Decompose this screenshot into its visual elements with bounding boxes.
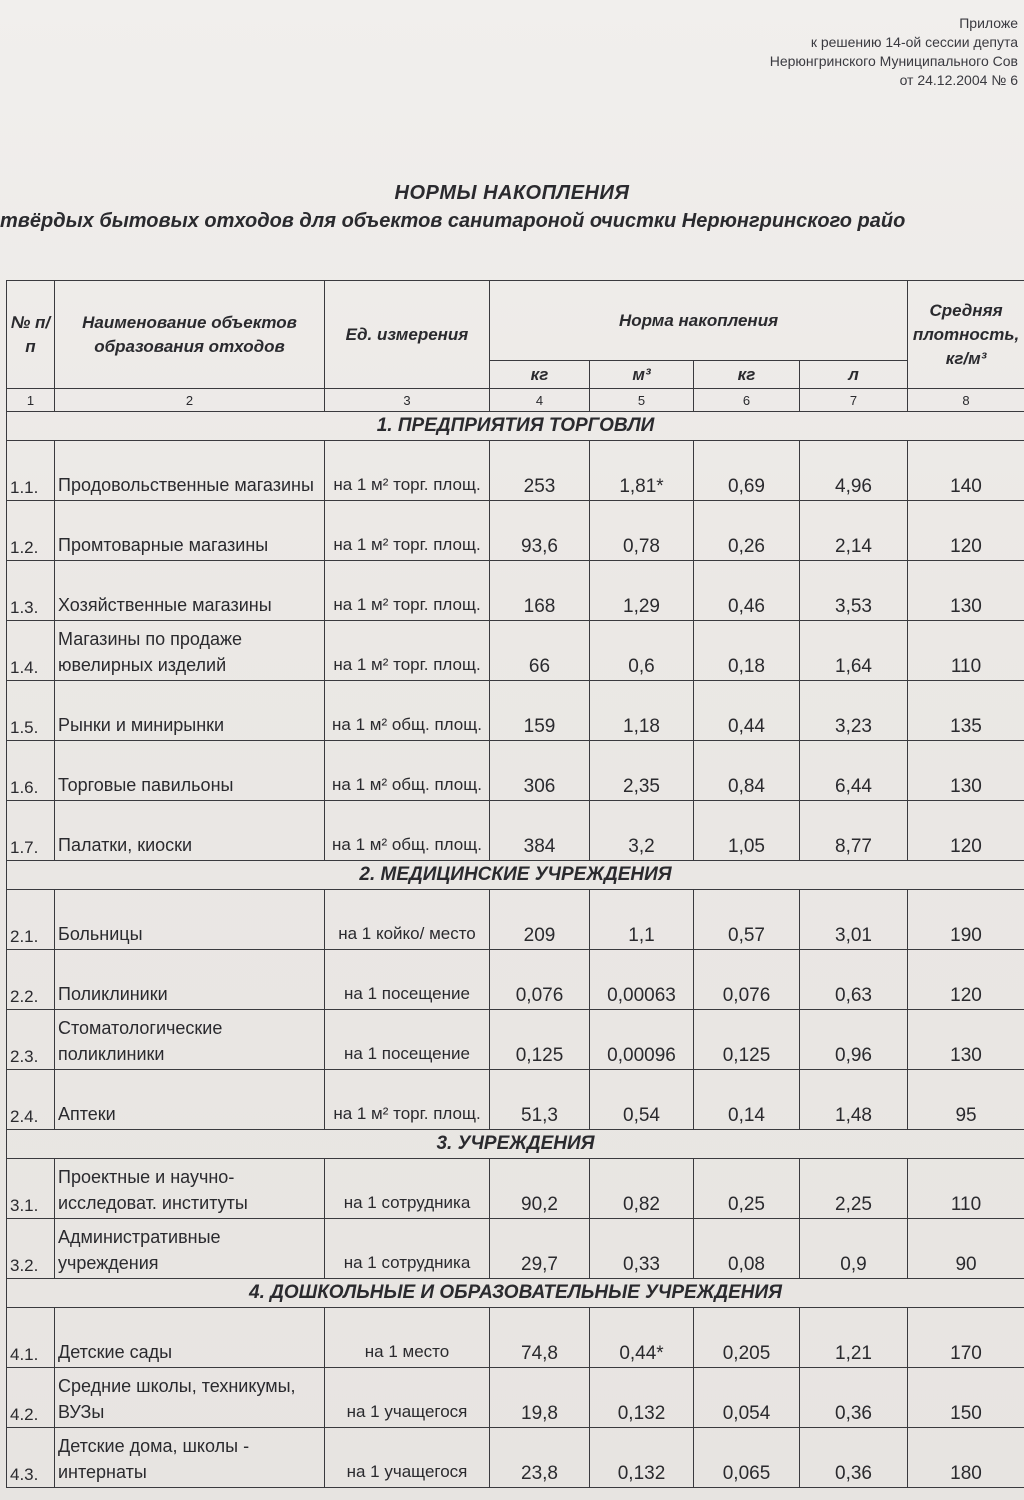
row-index: 4.2. bbox=[7, 1368, 55, 1428]
norm-l-per-day: 1,48 bbox=[800, 1070, 908, 1130]
norm-kg-per-year: 23,8 bbox=[490, 1428, 590, 1488]
norm-l-per-day: 3,53 bbox=[800, 561, 908, 621]
object-name: Хозяйственные магазины bbox=[55, 561, 325, 621]
norm-l-per-day: 3,01 bbox=[800, 890, 908, 950]
norm-kg-per-day: 0,69 bbox=[694, 441, 800, 501]
object-name: Аптеки bbox=[55, 1070, 325, 1130]
average-density: 180 bbox=[908, 1428, 1024, 1488]
norm-m3-per-year: 0,00063 bbox=[590, 950, 694, 1010]
object-name: Торговые павильоны bbox=[55, 741, 325, 801]
norm-l-per-day: 0,96 bbox=[800, 1010, 908, 1070]
col-number: 1 bbox=[7, 389, 55, 412]
table-row bbox=[7, 441, 1024, 501]
document-subtitle: твёрдых бытовых отходов для объектов санитароной очистки Нерюнгринского райо bbox=[0, 210, 906, 232]
norm-kg-per-day: 0,205 bbox=[694, 1308, 800, 1368]
norm-kg-per-day: 0,46 bbox=[694, 561, 800, 621]
table-row bbox=[7, 1010, 1024, 1070]
col-number: 8 bbox=[908, 389, 1024, 412]
norms-table bbox=[6, 280, 1024, 1488]
header-norm: Норма накопления bbox=[490, 281, 908, 361]
norm-kg-per-year: 90,2 bbox=[490, 1159, 590, 1219]
norm-kg-per-year: 384 bbox=[490, 801, 590, 861]
average-density: 90 bbox=[908, 1219, 1024, 1279]
header-name: Наименование объектов образования отходов bbox=[55, 281, 325, 389]
measure-unit: на 1 посещение bbox=[325, 1010, 490, 1070]
norm-m3-per-year: 0,78 bbox=[590, 501, 694, 561]
header-no: № п/п bbox=[7, 281, 55, 389]
measure-unit: на 1 м² торг. площ. bbox=[325, 561, 490, 621]
norm-kg-per-day: 0,84 bbox=[694, 741, 800, 801]
section-row bbox=[7, 1279, 1024, 1308]
norm-kg-per-year: 0,076 bbox=[490, 950, 590, 1010]
norm-l-per-day: 4,96 bbox=[800, 441, 908, 501]
norm-kg-per-day: 0,26 bbox=[694, 501, 800, 561]
row-index: 4.1. bbox=[7, 1308, 55, 1368]
object-name: Магазины по продаже ювелирных изделий bbox=[55, 621, 325, 681]
row-index: 3.1. bbox=[7, 1159, 55, 1219]
norm-kg-per-day: 0,18 bbox=[694, 621, 800, 681]
row-index: 2.1. bbox=[7, 890, 55, 950]
table-row bbox=[7, 890, 1024, 950]
table-row bbox=[7, 501, 1024, 561]
norm-l-per-day: 1,64 bbox=[800, 621, 908, 681]
norm-m3-per-year: 0,00096 bbox=[590, 1010, 694, 1070]
table-row bbox=[7, 950, 1024, 1010]
row-index: 1.5. bbox=[7, 681, 55, 741]
col-number: 7 bbox=[800, 389, 908, 412]
measure-unit: на 1 м² торг. площ. bbox=[325, 1070, 490, 1130]
document-title: НОРМЫ НАКОПЛЕНИЯ bbox=[394, 182, 630, 204]
norm-kg-per-day: 0,054 bbox=[694, 1368, 800, 1428]
measure-unit: на 1 м² общ. площ. bbox=[325, 801, 490, 861]
table-row bbox=[7, 681, 1024, 741]
norm-l-per-day: 2,14 bbox=[800, 501, 908, 561]
header-unit: Ед. измерения bbox=[325, 281, 490, 389]
average-density: 150 bbox=[908, 1368, 1024, 1428]
approval-header bbox=[658, 14, 1018, 90]
object-name: Стоматологические поликлиники bbox=[55, 1010, 325, 1070]
average-density: 130 bbox=[908, 1010, 1024, 1070]
section-title: 4. ДОШКОЛЬНЫЕ И ОБРАЗОВАТЕЛЬНЫЕ УЧРЕЖДЕНИЯ bbox=[7, 1279, 1024, 1308]
measure-unit: на 1 м² торг. площ. bbox=[325, 621, 490, 681]
measure-unit: на 1 сотрудника bbox=[325, 1219, 490, 1279]
norm-l-per-day: 0,63 bbox=[800, 950, 908, 1010]
measure-unit: на 1 учащегося bbox=[325, 1368, 490, 1428]
section-title: 1. ПРЕДПРИЯТИЯ ТОРГОВЛИ bbox=[7, 412, 1024, 441]
norm-m3-per-year: 1,81* bbox=[590, 441, 694, 501]
average-density: 110 bbox=[908, 1159, 1024, 1219]
col-number: 4 bbox=[490, 389, 590, 412]
norm-m3-per-year: 0,33 bbox=[590, 1219, 694, 1279]
header-density: Средняя плотность, кг/м³ bbox=[908, 281, 1024, 389]
table-row bbox=[7, 1219, 1024, 1279]
norm-kg-per-year: 209 bbox=[490, 890, 590, 950]
measure-unit: на 1 сотрудника bbox=[325, 1159, 490, 1219]
average-density: 120 bbox=[908, 501, 1024, 561]
norm-m3-per-year: 0,82 bbox=[590, 1159, 694, 1219]
norm-m3-per-year: 0,44* bbox=[590, 1308, 694, 1368]
row-index: 1.3. bbox=[7, 561, 55, 621]
norm-kg-per-day: 0,57 bbox=[694, 890, 800, 950]
row-index: 1.4. bbox=[7, 621, 55, 681]
measure-unit: на 1 м² торг. площ. bbox=[325, 441, 490, 501]
approval-line-1: Приложе bbox=[959, 15, 1018, 31]
norm-m3-per-year: 1,18 bbox=[590, 681, 694, 741]
norm-m3-per-year: 0,132 bbox=[590, 1368, 694, 1428]
norms-table-body bbox=[7, 412, 1024, 1488]
table-row bbox=[7, 1368, 1024, 1428]
norm-m3-per-year: 3,2 bbox=[590, 801, 694, 861]
norm-l-per-day: 3,23 bbox=[800, 681, 908, 741]
object-name: Поликлиники bbox=[55, 950, 325, 1010]
norm-m3-per-year: 1,29 bbox=[590, 561, 694, 621]
col-number: 2 bbox=[55, 389, 325, 412]
norm-kg-per-day: 0,08 bbox=[694, 1219, 800, 1279]
table-row bbox=[7, 741, 1024, 801]
norm-kg-per-year: 306 bbox=[490, 741, 590, 801]
measure-unit: на 1 койко/ место bbox=[325, 890, 490, 950]
object-name: Административные учреждения bbox=[55, 1219, 325, 1279]
average-density: 120 bbox=[908, 801, 1024, 861]
col-number: 3 bbox=[325, 389, 490, 412]
row-index: 2.3. bbox=[7, 1010, 55, 1070]
norm-l-per-day: 8,77 bbox=[800, 801, 908, 861]
header-sub-l: л bbox=[800, 361, 908, 389]
object-name: Детские дома, школы - интернаты bbox=[55, 1428, 325, 1488]
average-density: 110 bbox=[908, 621, 1024, 681]
norm-kg-per-year: 253 bbox=[490, 441, 590, 501]
measure-unit: на 1 место bbox=[325, 1308, 490, 1368]
average-density: 95 bbox=[908, 1070, 1024, 1130]
measure-unit: на 1 м² общ. площ. bbox=[325, 741, 490, 801]
average-density: 130 bbox=[908, 741, 1024, 801]
table-row bbox=[7, 561, 1024, 621]
object-name: Промтоварные магазины bbox=[55, 501, 325, 561]
object-name: Рынки и минирынки bbox=[55, 681, 325, 741]
average-density: 170 bbox=[908, 1308, 1024, 1368]
col-number: 6 bbox=[694, 389, 800, 412]
approval-line-4: от 24.12.2004 № 6 bbox=[899, 72, 1018, 88]
row-index: 1.6. bbox=[7, 741, 55, 801]
norm-kg-per-year: 74,8 bbox=[490, 1308, 590, 1368]
norm-l-per-day: 2,25 bbox=[800, 1159, 908, 1219]
norm-kg-per-year: 29,7 bbox=[490, 1219, 590, 1279]
row-index: 2.4. bbox=[7, 1070, 55, 1130]
average-density: 120 bbox=[908, 950, 1024, 1010]
norm-kg-per-day: 0,076 bbox=[694, 950, 800, 1010]
section-row bbox=[7, 412, 1024, 441]
norm-kg-per-year: 19,8 bbox=[490, 1368, 590, 1428]
table-row bbox=[7, 801, 1024, 861]
norm-kg-per-day: 1,05 bbox=[694, 801, 800, 861]
norm-m3-per-year: 2,35 bbox=[590, 741, 694, 801]
norm-kg-per-day: 0,25 bbox=[694, 1159, 800, 1219]
norm-l-per-day: 1,21 bbox=[800, 1308, 908, 1368]
section-title: 2. МЕДИЦИНСКИЕ УЧРЕЖДЕНИЯ bbox=[7, 861, 1024, 890]
norm-kg-per-day: 0,14 bbox=[694, 1070, 800, 1130]
norm-l-per-day: 0,36 bbox=[800, 1428, 908, 1488]
norm-m3-per-year: 1,1 bbox=[590, 890, 694, 950]
table-row bbox=[7, 1070, 1024, 1130]
header-sub-kg: кг bbox=[490, 361, 590, 389]
measure-unit: на 1 учащегося bbox=[325, 1428, 490, 1488]
norm-kg-per-day: 0,125 bbox=[694, 1010, 800, 1070]
section-title: 3. УЧРЕЖДЕНИЯ bbox=[7, 1130, 1024, 1159]
norm-m3-per-year: 0,132 bbox=[590, 1428, 694, 1488]
table-row bbox=[7, 1428, 1024, 1488]
header-sub-m3: м³ bbox=[590, 361, 694, 389]
measure-unit: на 1 посещение bbox=[325, 950, 490, 1010]
measure-unit: на 1 м² общ. площ. bbox=[325, 681, 490, 741]
norm-kg-per-day: 0,065 bbox=[694, 1428, 800, 1488]
row-index: 1.2. bbox=[7, 501, 55, 561]
average-density: 190 bbox=[908, 890, 1024, 950]
norm-l-per-day: 0,36 bbox=[800, 1368, 908, 1428]
object-name: Средние школы, техникумы, ВУЗы bbox=[55, 1368, 325, 1428]
col-number: 5 bbox=[590, 389, 694, 412]
approval-line-3: Нерюнгринского Муниципального Сов bbox=[769, 53, 1018, 69]
table-row bbox=[7, 1159, 1024, 1219]
norm-m3-per-year: 0,6 bbox=[590, 621, 694, 681]
norm-kg-per-year: 159 bbox=[490, 681, 590, 741]
average-density: 140 bbox=[908, 441, 1024, 501]
table-row bbox=[7, 621, 1024, 681]
norm-kg-per-year: 51,3 bbox=[490, 1070, 590, 1130]
object-name: Больницы bbox=[55, 890, 325, 950]
approval-line-2: к решению 14-ой сессии депута bbox=[810, 34, 1018, 50]
section-row bbox=[7, 861, 1024, 890]
row-index: 1.1. bbox=[7, 441, 55, 501]
norm-kg-per-year: 168 bbox=[490, 561, 590, 621]
object-name: Детские сады bbox=[55, 1308, 325, 1368]
norm-l-per-day: 6,44 bbox=[800, 741, 908, 801]
row-index: 1.7. bbox=[7, 801, 55, 861]
norm-kg-per-year: 66 bbox=[490, 621, 590, 681]
norm-l-per-day: 0,9 bbox=[800, 1219, 908, 1279]
average-density: 130 bbox=[908, 561, 1024, 621]
average-density: 135 bbox=[908, 681, 1024, 741]
object-name: Палатки, киоски bbox=[55, 801, 325, 861]
norm-m3-per-year: 0,54 bbox=[590, 1070, 694, 1130]
object-name: Проектные и научно-исследоват. институты bbox=[55, 1159, 325, 1219]
table-row bbox=[7, 1308, 1024, 1368]
norm-kg-per-year: 93,6 bbox=[490, 501, 590, 561]
measure-unit: на 1 м² торг. площ. bbox=[325, 501, 490, 561]
object-name: Продовольственные магазины bbox=[55, 441, 325, 501]
norm-kg-per-day: 0,44 bbox=[694, 681, 800, 741]
row-index: 2.2. bbox=[7, 950, 55, 1010]
row-index: 3.2. bbox=[7, 1219, 55, 1279]
section-row bbox=[7, 1130, 1024, 1159]
header-sub-kg2: кг bbox=[694, 361, 800, 389]
norm-kg-per-year: 0,125 bbox=[490, 1010, 590, 1070]
row-index: 4.3. bbox=[7, 1428, 55, 1488]
